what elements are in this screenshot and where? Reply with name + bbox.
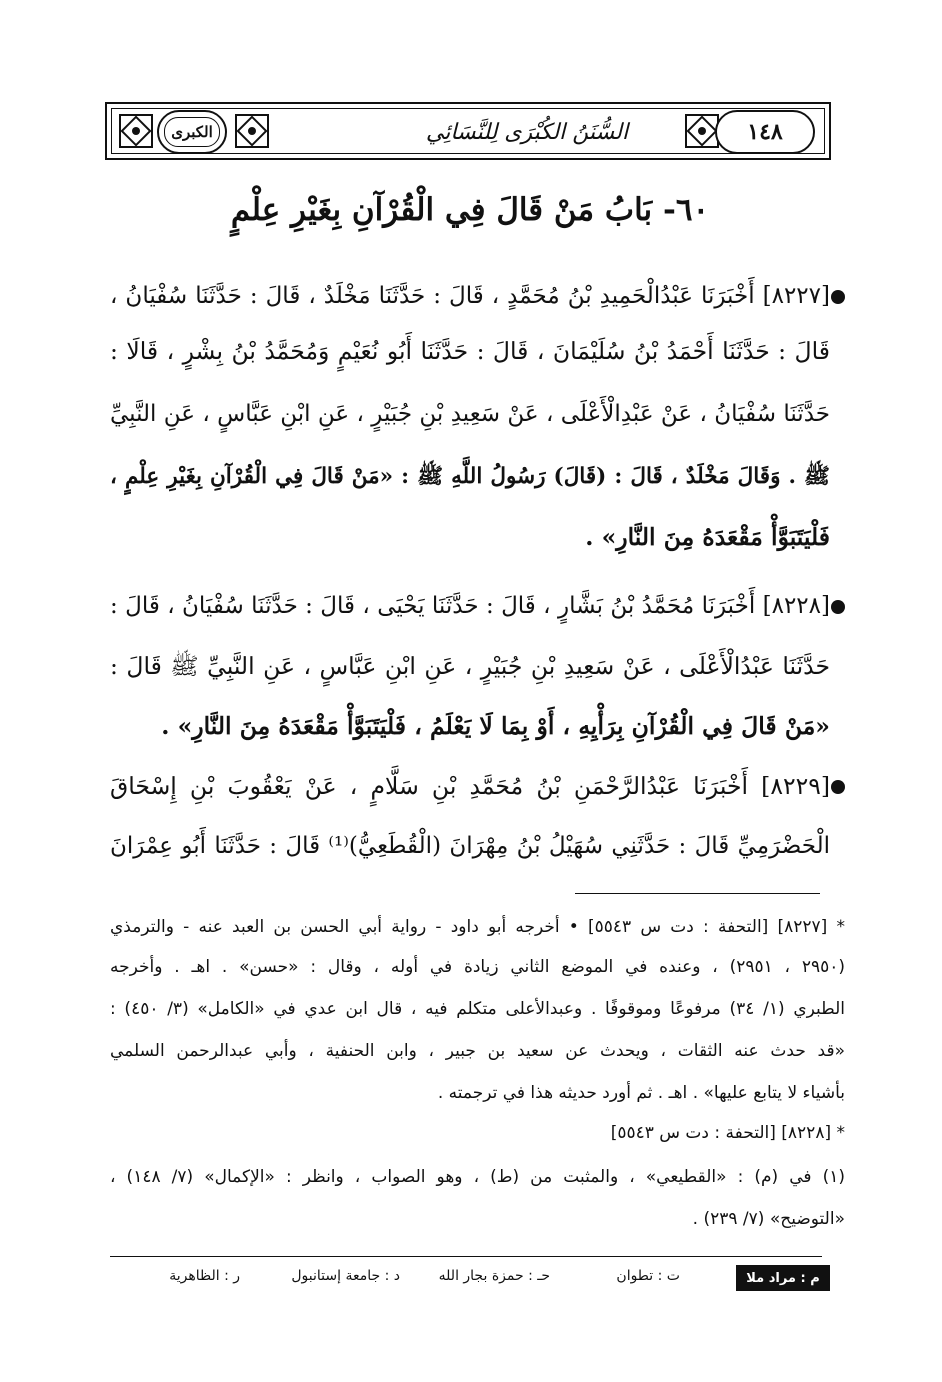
footer-siglum-d: د : جامعة إستانبول: [291, 1268, 400, 1284]
footnote-line-1: (١) في (م) : «القطيعي» ، والمثبت من (ط) ، وهو الصواب ، وانظر : «الإكمال» (٧/ ١٤٨) ،: [110, 1167, 845, 1187]
footnote-line-2: «التوضيح» (٧/ ٢٣٩) .: [692, 1209, 845, 1229]
hadith-8228-line-3: «مَنْ قَالَ فِي الْقُرْآنِ بِرَأْيِهِ ، أَوْ بِمَا لَا يَعْلَمُ ، فَلْيَتَبَوَّأْ مَقْعَدَهُ مِنَ النَّارِ» .: [161, 712, 830, 740]
note-line-4: «قد حدث عنه الثقات ، ويحدث عن سعيد بن جبير ، وابن الحنفية ، وأبي عبدالرحمن السلمي: [110, 1041, 845, 1061]
series-medallion: [157, 110, 227, 154]
footer-siglum-r: ر : الظاهرية: [169, 1268, 240, 1284]
note-line-5: بأشياء لا يتابع عليها» . اهـ . ثم أورد حديثه هذا في ترجمته .: [437, 1083, 845, 1103]
ornament-knot-icon: [233, 112, 271, 150]
footer-badge: م : مراد ملا: [736, 1265, 830, 1291]
page-header: [105, 102, 831, 160]
note-line-2: (٢٩٥٠ ، ٢٩٥١) ، وعنده في الموضع الثاني زيادة في أوله ، وقال : «حسن» . اهـ . وأخرجه: [110, 957, 845, 977]
medallion-text: الكبرى: [164, 117, 220, 147]
ornament-knot-icon: [117, 112, 155, 150]
footer-rule: [110, 1256, 822, 1257]
hadith-8228-line-1: [٨٢٢٨] أَخْبَرَنَا مُحَمَّدُ بْنُ بَشَّارٍ ، قَالَ : حَدَّثَنَا يَحْيَى ، قَالَ : حَدَّثَنَا سُفْيَانُ ، قَالَ :: [110, 593, 830, 619]
book-title: السُّنَنُ الكُبْرَى لِلنَّسَائِي: [425, 119, 629, 145]
chapter-title: ٦٠- بَابُ مَنْ قَالَ فِي الْقُرْآنِ بِغَيْرِ عِلْمٍ: [230, 192, 710, 228]
note-line-1: * [٨٢٢٧] [التحفة : دت س ٥٥٤٣] • أخرجه أبو داود - رواية أبي الحسن بن العبد عنه - والترمذي: [110, 917, 845, 937]
hadith-8227-line-4: ﷺ . وَقَالَ مَخْلَدٌ ، قَالَ : (قَالَ) رَسُولُ اللَّهِ ﷺ : «مَنْ قَالَ فِي الْقُرْآنِ بِغَيْرِ عِلْمٍ ،: [110, 464, 830, 489]
manuscript-sigla-footer: [110, 1262, 830, 1296]
page-number: ١٤٨: [747, 119, 783, 145]
hadith-8229-line-2: الْحَضْرَمِيِّ قَالَ : حَدَّثَنِي سُهَيْلُ بْنُ مِهْرَانَ (الْقُطَعِيُّ)⁽¹⁾ قَالَ : حَدَّثَنَا أَبُو عِمْرَانَ: [110, 833, 830, 859]
hadith-bullet-icon: [831, 600, 845, 614]
hadith-8227-line-3: حَدَّثَنَا سُفْيَانُ ، عَنْ عَبْدِالْأَعْلَى ، عَنْ سَعِيدِ بْنِ جُبَيْرٍ ، عَنِ ابْنِ عَبَّاسٍ ، عَنِ النَّبِيِّ: [110, 401, 830, 427]
hadith-bullet-icon: [831, 290, 845, 304]
footnote-separator: [575, 893, 820, 894]
note-line-3: الطبري (١/ ٣٤) مرفوعًا وموقوفًا . وعبدالأعلى متكلم فيه ، قال ابن عدي في «الكامل» (٣/ ٤٥٠) :: [110, 999, 845, 1019]
hadith-8229-line-1: [٨٢٢٩] أَخْبَرَنَا عَبْدُالرَّحْمَنِ بْنُ مُحَمَّدِ بْنِ سَلَّامٍ ، عَنْ يَعْقُوبَ بْنِ إِسْحَاقَ: [110, 772, 830, 800]
hadith-8227-line-2: قَالَ : حَدَّثَنَا أَحْمَدُ بْنُ سُلَيْمَانَ ، قَالَ : حَدَّثَنَا أَبُو نُعَيْمٍ وَمُحَمَّدُ بْنُ بِشْرٍ ، قَالَا :: [110, 337, 830, 365]
hadith-bullet-icon: [831, 780, 845, 794]
footer-siglum-h: حـ : حمزة بجار الله: [438, 1268, 550, 1284]
footer-siglum-t: ت : تطوان: [616, 1268, 680, 1284]
hadith-8228-line-2: حَدَّثَنَا عَبْدُالْأَعْلَى ، عَنْ سَعِيدِ بْنِ جُبَيْرٍ ، عَنِ ابْنِ عَبَّاسٍ ، عَنِ النَّبِيِّ ﷺ قَالَ :: [110, 652, 830, 680]
note-line-6: * [٨٢٢٨] [التحفة : دت س ٥٥٤٣]: [610, 1123, 845, 1143]
hadith-8227-line-1: [٨٢٢٧] أَخْبَرَنَا عَبْدُالْحَمِيدِ بْنُ مُحَمَّدٍ ، قَالَ : حَدَّثَنَا مَخْلَدٌ ، قَالَ : حَدَّثَنَا سُفْيَانُ ،: [110, 283, 830, 309]
page-number-badge: [715, 110, 815, 154]
hadith-8227-line-5: فَلْيَتَبَوَّأْ مَقْعَدَهُ مِنَ النَّارِ» .: [585, 523, 830, 551]
